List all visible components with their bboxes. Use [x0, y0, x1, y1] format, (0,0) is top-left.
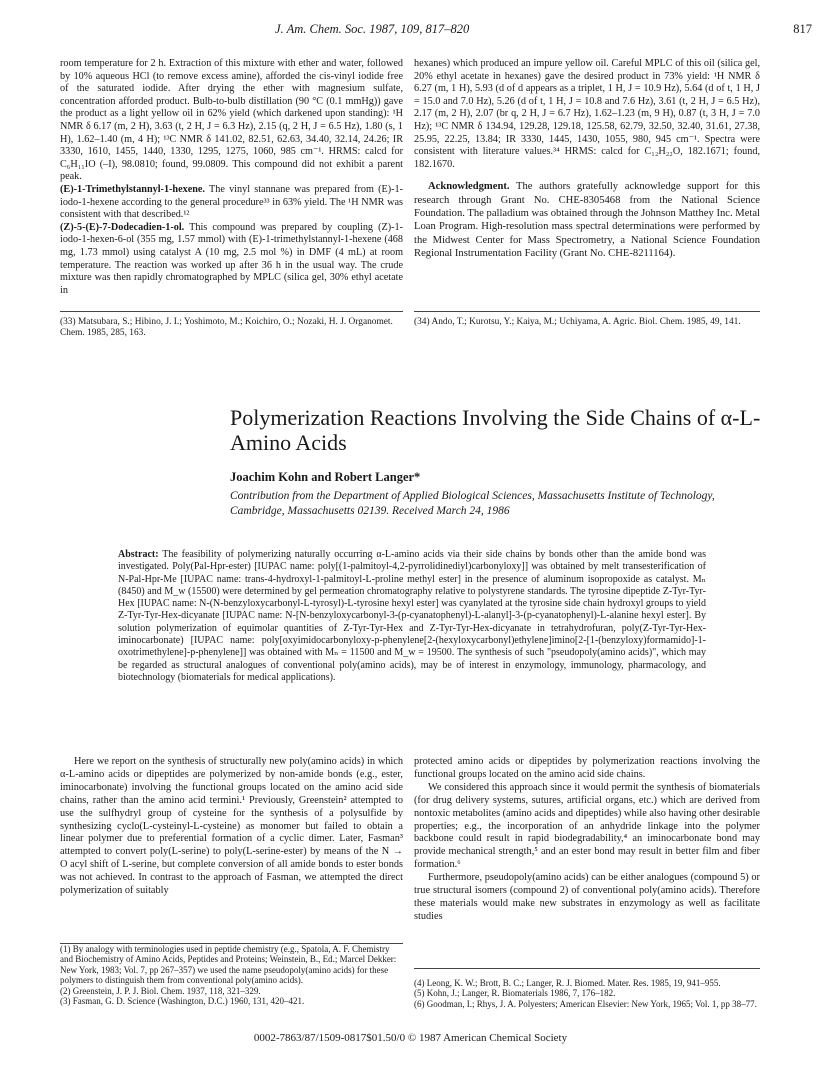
article-affiliation: Contribution from the Department of Applied Biological Sciences, Massachusetts Institute of Technology, Cambridge, Massachusetts 02139. Received March 24, 1986 [230, 490, 715, 517]
acknowledgment-text: The authors gratefully acknowledge support for this research through Grant No. CHE-8305468 from the National Science Foundation. The palladium was obtained through the Johnson Matthey Inc. Metal Loan Program. High-resolution mass spectral determinations were performed by the Midwest Center for Mass Spectrometry, a National Science Foundation Regional Instrumentation Facility (Grant No. CHE-8211164). [414, 181, 760, 259]
article-authors: Joachim Kohn and Robert Langer* [230, 470, 421, 484]
experimental-paragraph: room temperature for 2 h. Extraction of this mixture with ether and water, followed by 10% aqueous HCl (to remove excess amine), afforded the cis-vinyl iodide free of the saturated iodide. After drying the ether with magnesium sulfate, concentration afforded product. Bulb-to-bulb distillation (90 °C (0.1 mmHg)) gave the product as a light yellow oil in 62% yield (which darkened upon standing): ¹H NMR δ 6.17 (m, 2 H), 3.63 (t, 2 H, J = 6.3 Hz), 2.15 (q, 2 H, J = 6.5 Hz), 1.80 (s, 1 H), 1.62–1.40 (m, 4 H); ¹³C NMR δ 141.02, 82.51, 62.63, 34.40, 32.14, 24.26; IR 3330, 1610, 1455, 1440, 1330, 1295, 1275, 1060, 985 cm⁻¹. HRMS: calcd for C₆H₁₁IO (–I), 98.0810; found, 99.0809. This compound did not exhibit a parent peak. [60, 58, 403, 183]
journal-citation: J. Am. Chem. Soc. 1987, 109, 817–820 [275, 22, 470, 36]
footnote-33 [60, 317, 403, 340]
acknowledgment [414, 180, 760, 260]
abstract-label: Abstract: [118, 549, 159, 560]
footnote-4: (4) Leong, K. W.; Brott, B. C.; Langer, R. J. Biomed. Mater. Res. 1985, 19, 941–955. [414, 978, 721, 988]
article-title: Polymerization Reactions Involving the Side Chains of α-L-Amino Acids [230, 405, 761, 455]
body-paragraph: protected amino acids or dipeptides by polymerization reactions involving the functional groups located on the amino acid side chains. [414, 756, 760, 780]
abstract [118, 549, 706, 684]
body-paragraph: Here we report on the synthesis of structurally new poly(amino acids) in which α-L-amino acids or dipeptides are polymerized by non-amide bonds (e.g., ester, iminocarbonate) involving the functional groups located on the amino acid side chains, rather than the amino acid termini.¹ Previously, Greenstein² attempted to use the sulfhydryl group of cysteine for the synthesis of a polysulfide by synthesizing cyclo(L-cysteinyl-L-cysteine) as monomer but failed to obtain a linear polymer due to preferential formation of a cyclic dimer. Later, Fasman³ attempted to convert poly(L-serine) to poly(L-serine-ester) by means of the N → O acyl shift of L-serine, but complete conversion of all amide bonds to ester bonds was not achieved. In contrast to the approach of Fasman, we attempted the direct polymerization of suitably [60, 756, 403, 897]
copyright-footer: 0002-7863/87/1509-0817$01.50/0 © 1987 American Chemical Society [253, 1032, 568, 1044]
body-left-column [60, 756, 403, 898]
compound-text: The vinyl stannane was prepared from (E)-1-iodo-1-hexene according to the general procedure³³ in 63% yield. The ¹H NMR was consistent with that described.¹² [60, 183, 403, 221]
body-paragraph: We considered this approach since it would permit the synthesis of biomaterials (for drug delivery systems, sutures, artificial organs, etc.) which are derived from nontoxic metabolites (amino acids and dipeptides) while also having other desirable properties; e.g., the incorporation of an anhydride linkage into the polymer backbone could result in rapid biodegradability,⁴ an iminocarbonate bond may provide mechanical strength,⁵ and an ester bond may result in better film and fiber formation.⁶ [414, 781, 760, 871]
abstract-text: The feasibility of polymerizing naturally occurring α-L-amino acids via their side chains by bonds other than the amide bond was investigated. Poly(Pal-Hpr-ester) [IUPAC name: poly[(1-palmitoyl-4,2-pyrrolidinediyl)carbonyloxy]] was obtained by melt transesterification of N-Pal-Hpr-Me [IUPAC name: trans-4-hydroxyl-1-palmitoyl-L-proline methyl ester] in the presence of aluminum isopropoxide as catalyst. Mₙ (8450) and M_w (15500) were determined by gel permeation chromatography relative to polystyrene standards. The tyrosine dipeptide Z-Tyr-Tyr-Hex [IUPAC name: N-(N-benzyloxycarbonyl-L-tyrosyl)-L-tyrosine hexyl ester] was cyanylated at the tyrosine side chain hydroxyl groups to yield Z-Tyr-Tyr-Hex-dicyanate [IUPAC name: N-[N-benzyloxycarbonyl-3-(p-cyanatophenyl)-L-alanyl]-3-(p-cyanatophenyl)-L-alanine hexyl ester]. By solution polymerization of equimolar quantities of Z-Tyr-Tyr-Hex and Z-Tyr-Tyr-Hex-dicyanate in tetrahydrofuran, poly(Z-Tyr-Tyr-Hex-iminocarbonate) [IUPAC name: poly[oxyimidocarbonyloxy-p-phenylene[2-(hexyloxycarbonyl)ethylene]imino[2-[1-(benzyloxy)formamido]-1-oxotrimethylene]-p-phenylene]] was obtained with Mₙ = 11500 and M_w = 19500. The synthesis of such "pseudopoly(amino acids)", which may be regarded as structural analogues of conventional poly(amino acids), may be of interest in enzymology, immunology, pharmacology, and biotechnology (biomaterials for medical applications). [118, 549, 706, 683]
footnote-5: (5) Kohn, J.; Langer, R. Biomaterials 1986, 7, 176–182. [414, 988, 616, 999]
footnote-divider [60, 311, 403, 312]
experimental-paragraph [60, 222, 403, 298]
footnote-2: (2) Greenstein, J. P. J. Biol. Chem. 1937, 118, 321–329. [60, 985, 261, 996]
body-right-column [414, 756, 760, 924]
footnotes-right [414, 978, 760, 1009]
footnote-1: (1) By analogy with terminologies used in peptide chemistry (e.g., Spatola, A. F. Chemistry and Biochemistry of Amino Acids, Peptides and Proteins; Weinstein, B., Ed.; Marcel Dekker: New York, 1983; Vol. 7, pp 267–357) we used the name pseudopoly(amino acids) for these polymers to distinguish them from conventional poly(amino acids). [60, 944, 397, 986]
footnote-divider [414, 968, 760, 969]
compound-heading: (Z)-5-(E)-7-Dodecadien-1-ol. [60, 221, 185, 233]
experimental-paragraph: hexanes) which produced an impure yellow oil. Careful MPLC of this oil (silica gel, 20% ethyl acetate in hexanes) gave the desired product in 73% yield: ¹H NMR δ 6.27 (m, 1 H), 5.93 (d of d appears as a triplet, 1 H, J = 10.9 Hz), 5.64 (d of t, 1 H, J = 15.0 and 7.0 Hz), 5.26 (d of t, 1 H, J = 10.8 and 7.6 Hz), 3.61 (t, 2 H, J = 6.5 Hz), 2.17 (m, 2 H), 2.07 (br q, 2 H, J = 6.7 Hz), 1.62–1.23 (m, 9 H), 0.87 (t, 3 H, J = 7.0 Hz); ¹³C NMR δ 134.94, 129.28, 129.18, 125.58, 62.79, 32.50, 32.40, 31.61, 27.38, 25.95, 22.25, 13.84; IR 3330, 1445, 1430, 1055, 980, 945 cm⁻¹. Spectra were consistent with literature values.³⁴ HRMS: calcd for C₁₂H₂₂O, 182.1671; found, 182.1670. [414, 58, 760, 170]
page-number: 817 [793, 22, 812, 36]
compound-text: This compound was prepared by coupling (Z)-1-iodo-1-hexen-6-ol (355 mg, 1.57 mmol) with (E)-1-trimethylstannyl-1-hexene (468 mg, 1.73 mmol) using catalyst A (10 mg, 2.5 mol %) in DMF (4 mL) at room temperature. The reaction was worked up after 36 h in the usual way. The crude mixture was then rapidly chromatographed by MPLC (silica gel, 30% ethyl acetate in [60, 221, 403, 296]
body-paragraph: Furthermore, pseudopoly(amino acids) can be either analogues (compound 5) or true structural isomers (compound 2) of conventional poly(amino acids). Therefore these materials would make new substrates in enzymology as well as facilitate studies [414, 872, 760, 922]
compound-heading: (E)-1-Trimethylstannyl-1-hexene. [60, 183, 205, 195]
footnote-text: (33) Matsubara, S.; Hibino, J. I.; Yoshimoto, M.; Koichiro, O.; Nozaki, H. J. Organomet. Chem. 1985, 285, 163. [60, 317, 393, 339]
experimental-paragraph [60, 184, 403, 222]
footnote-divider [414, 311, 760, 312]
running-header [275, 22, 812, 37]
footnotes-left [60, 944, 403, 1006]
top-right-column [414, 58, 760, 260]
acknowledgment-heading: Acknowledgment. [428, 181, 510, 193]
footnote-text: (34) Ando, T.; Kurotsu, Y.; Kaiya, M.; Uchiyama, A. Agric. Biol. Chem. 1985, 49, 141. [414, 317, 741, 327]
top-left-column [60, 58, 403, 297]
footnote-3: (3) Fasman, G. D. Science (Washington, D.C.) 1960, 131, 420–421. [60, 996, 305, 1007]
footnote-34 [414, 317, 760, 328]
footnote-6: (6) Goodman, I.; Rhys, J. A. Polyesters; American Elsevier: New York, 1965; Vol. 1, pp 38–77. [414, 998, 757, 1009]
